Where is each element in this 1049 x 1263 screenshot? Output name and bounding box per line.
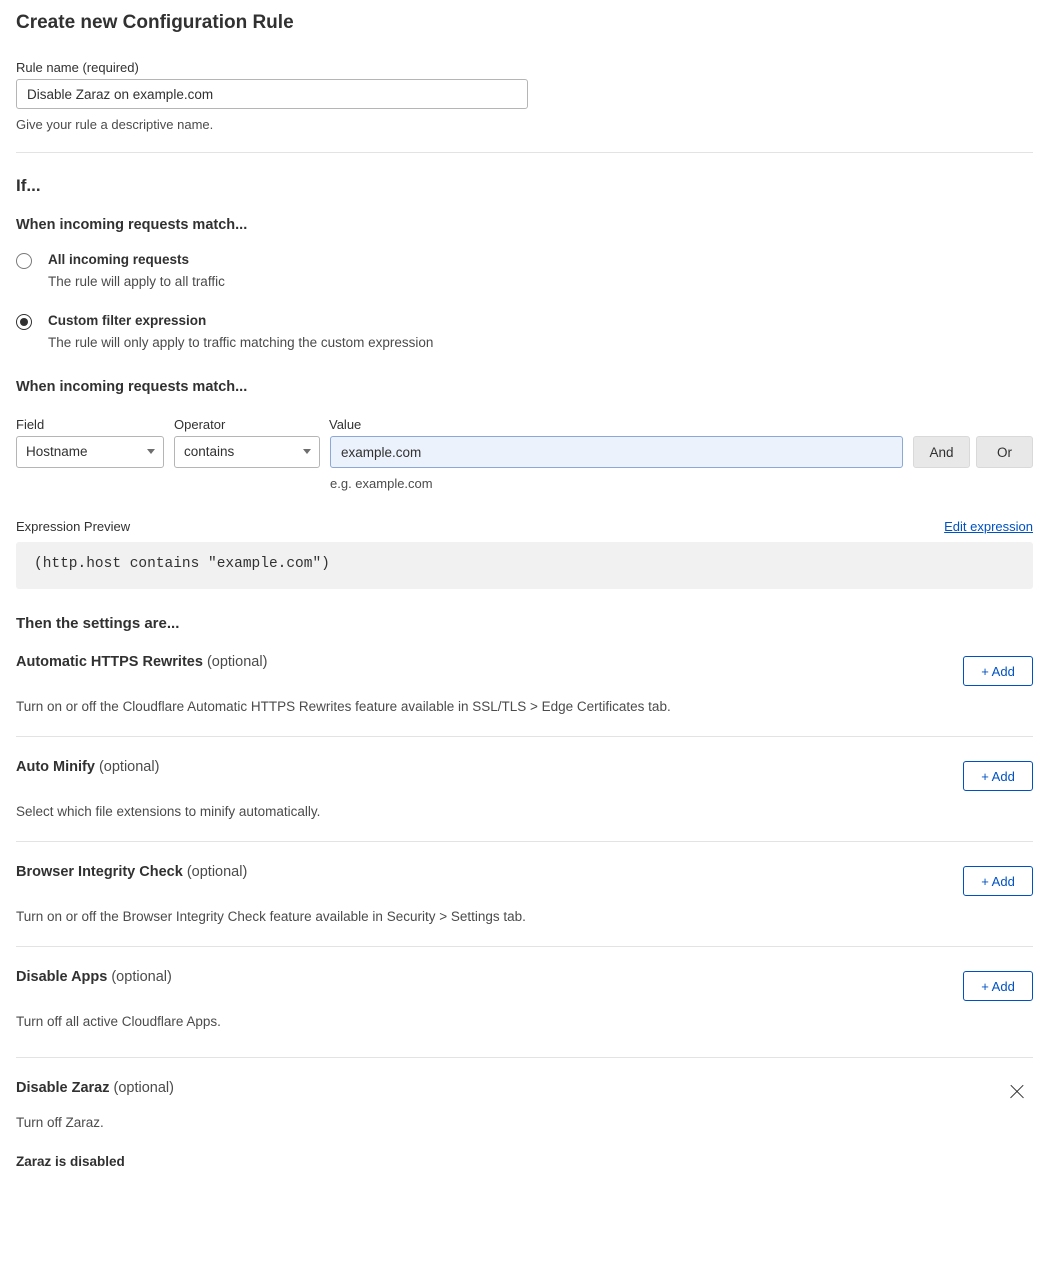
setting-optional-text: (optional) bbox=[202, 654, 268, 670]
setting-title-text: Browser Integrity Check bbox=[16, 864, 183, 880]
expression-preview: (http.host contains "example.com") bbox=[16, 542, 1033, 589]
radio-icon-all-requests[interactable] bbox=[16, 253, 32, 269]
value-input[interactable] bbox=[330, 436, 903, 468]
expression-preview-label: Expression Preview bbox=[16, 519, 131, 534]
setting-optional-text: (optional) bbox=[182, 864, 248, 880]
add-button-browser-integrity-check[interactable]: + Add bbox=[963, 866, 1033, 896]
setting-automatic-https-rewrites bbox=[16, 632, 1033, 716]
setting-description: Turn off Zaraz. bbox=[16, 1115, 104, 1130]
builder-row bbox=[16, 436, 1033, 491]
label-field: Field bbox=[16, 417, 45, 432]
rule-name-help: Give your rule a descriptive name. bbox=[16, 117, 214, 132]
if-section-heading: If... bbox=[16, 176, 41, 195]
rule-name-input[interactable] bbox=[16, 79, 528, 109]
then-heading: Then the settings are... bbox=[16, 615, 180, 632]
setting-title bbox=[16, 1078, 174, 1098]
setting-auto-minify bbox=[16, 737, 1033, 821]
value-column bbox=[330, 436, 903, 491]
setting-title-text: Disable Zaraz bbox=[16, 1080, 110, 1096]
and-button[interactable]: And bbox=[913, 436, 970, 468]
add-button-automatic-https-rewrites[interactable]: + Add bbox=[963, 656, 1033, 686]
radio-desc-all-requests: The rule will apply to all traffic bbox=[48, 274, 225, 289]
expression-header bbox=[16, 519, 1033, 534]
radio-label-all-requests: All incoming requests bbox=[48, 252, 190, 267]
rule-name-label: Rule name (required) bbox=[16, 60, 139, 75]
setting-description: Turn off all active Cloudflare Apps. bbox=[16, 1014, 221, 1029]
radio-label-custom-filter: Custom filter expression bbox=[48, 313, 207, 328]
setting-title-text: Disable Apps bbox=[16, 969, 108, 985]
setting-browser-integrity-check bbox=[16, 842, 1033, 926]
setting-title-text: Auto Minify bbox=[16, 759, 95, 775]
setting-title bbox=[16, 862, 247, 882]
add-button-auto-minify[interactable]: + Add bbox=[963, 761, 1033, 791]
setting-optional-text: (optional) bbox=[107, 969, 172, 985]
setting-optional-text: (optional) bbox=[109, 1080, 174, 1096]
setting-disable-apps bbox=[16, 947, 1033, 1031]
setting-description: Select which file extensions to minify automatically. bbox=[16, 804, 321, 819]
page-title: Create new Configuration Rule bbox=[16, 12, 294, 33]
chevron-down-icon bbox=[303, 449, 311, 454]
chevron-down-icon bbox=[147, 449, 155, 454]
setting-disable-zaraz bbox=[16, 1058, 1033, 1169]
setting-title bbox=[16, 757, 159, 777]
match-options bbox=[16, 251, 1033, 353]
operator-select-value[interactable]: contains bbox=[174, 436, 320, 468]
setting-description: Turn on or off the Browser Integrity Check feature available in Security > Settings tab. bbox=[16, 909, 526, 924]
radio-option-all-requests[interactable] bbox=[16, 251, 1033, 292]
setting-title bbox=[16, 652, 267, 672]
setting-optional-text: (optional) bbox=[94, 759, 160, 775]
radio-desc-custom-filter: The rule will only apply to traffic matching the custom expression bbox=[48, 335, 434, 350]
label-value: Value bbox=[329, 417, 362, 432]
label-operator: Operator bbox=[174, 417, 226, 432]
zaraz-status-text: Zaraz is disabled bbox=[16, 1154, 125, 1169]
builder-column-labels bbox=[16, 417, 1033, 432]
field-select[interactable] bbox=[16, 436, 164, 468]
setting-title-text: Automatic HTTPS Rewrites bbox=[16, 654, 203, 670]
radio-option-custom-filter[interactable] bbox=[16, 312, 1033, 353]
builder-heading: When incoming requests match... bbox=[16, 379, 248, 395]
operator-select[interactable] bbox=[174, 436, 320, 468]
value-hint: e.g. example.com bbox=[330, 476, 433, 491]
section-divider bbox=[16, 152, 1033, 153]
match-heading: When incoming requests match... bbox=[16, 217, 248, 233]
setting-title bbox=[16, 967, 172, 987]
close-icon[interactable] bbox=[1007, 1082, 1027, 1102]
setting-description: Turn on or off the Cloudflare Automatic HTTPS Rewrites feature available in SSL/TLS > Edge Certificates tab. bbox=[16, 699, 671, 714]
edit-expression-link[interactable]: Edit expression bbox=[944, 519, 1033, 534]
or-button[interactable]: Or bbox=[976, 436, 1033, 468]
radio-icon-custom-filter[interactable] bbox=[16, 314, 32, 330]
field-select-value[interactable]: Hostname bbox=[16, 436, 164, 468]
add-button-disable-apps[interactable]: + Add bbox=[963, 971, 1033, 1001]
